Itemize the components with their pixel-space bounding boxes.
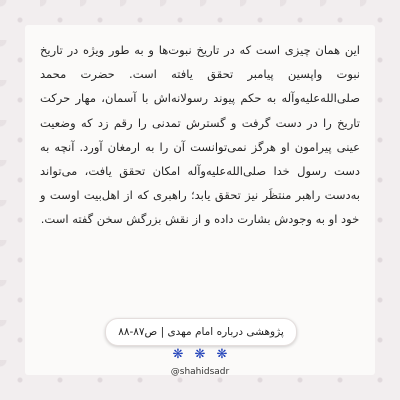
star-icon: ❋ [172,347,184,362]
quote-text: این همان چیزی است که در تاریخ نبوت‌ها و به طور ویژه در تاریخ نبوت واپسین پیامبر تحقق یافته است. حضرت محمد صلی‌الله‌علیه‌وآله به حکم پیوند رسولانه‌اش با آسمان، مهار حرکت تاریخ را در دست گرفت و گسترش تمدنی را رقم زد که وضعیت عینی پیرامون او هرگز نمی‌توانست آن را به ارمغان آورد. آنچه به دست رسول خدا صلی‌الله‌علیه‌وآله امکان تحقق یافت، می‌تواند به‌دست راهبر منتظَر نیز تحقق یابد؛ راهبری که از اهل‌بیت اوست و خود او به وجودش بشارت داده و از نقش بزرگش سخن گفته است. [40,43,360,227]
star-icon: ❋ [216,347,228,362]
star-ornament [170,348,230,362]
social-handle: @shahidsadr [170,367,230,377]
star-icon: ❋ [194,347,206,362]
source-citation-badge: پژوهشی درباره امام مهدی | ص۸۷-۸۸ [105,318,297,346]
